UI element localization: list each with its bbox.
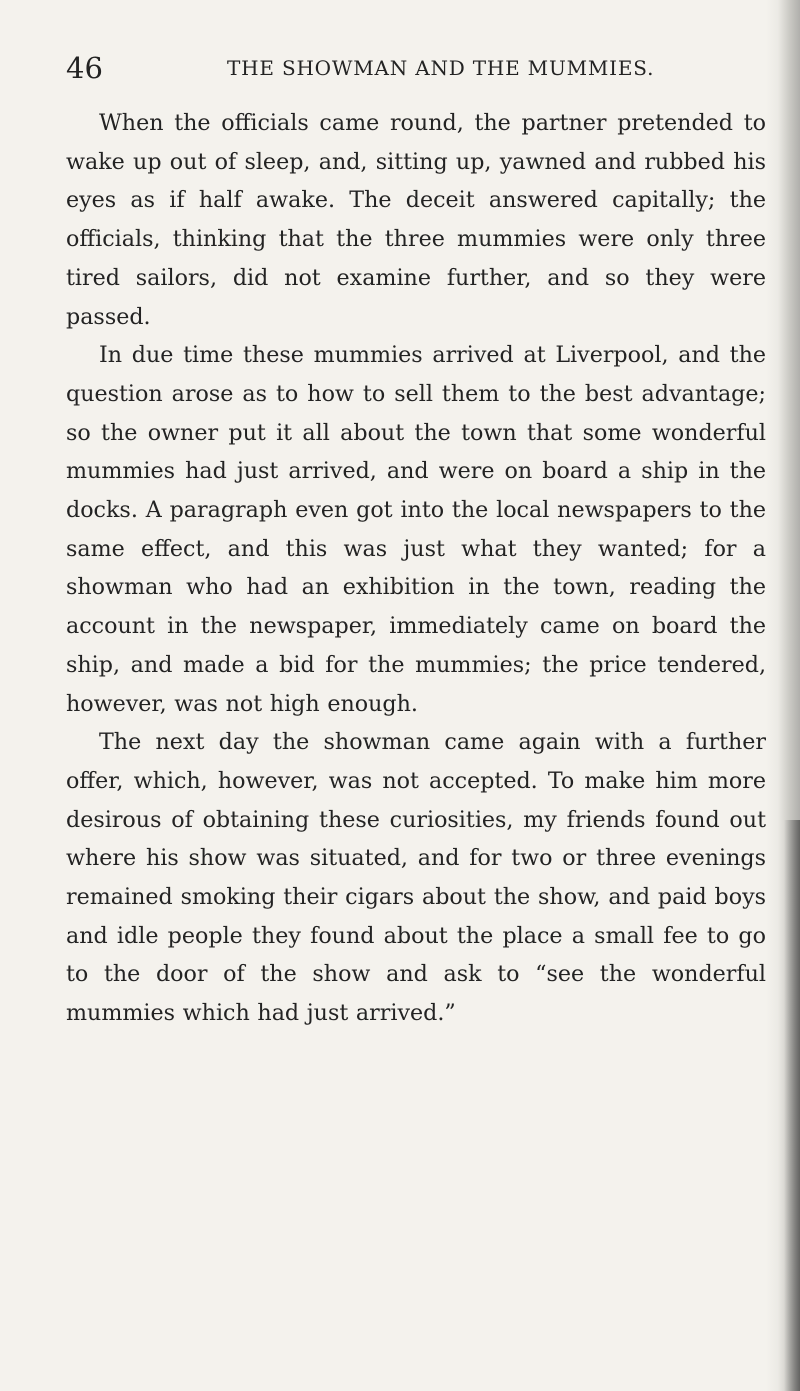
- paragraph: The next day the showman came again with a further offer, which, however, was not accepted. To make him more desirous of obtaining these curiosities, my friends found out where his show was situated, and for two or three evenings remained smoking their cigars about the show, and paid boys and idle people they found about the place a small fee to go to the door of the show and ask to “see the wonderful mummies which had just arrived.”: [66, 729, 766, 1027]
- page-edge-dark: [784, 820, 800, 1391]
- body-text: [66, 104, 766, 1033]
- paragraph: When the officials came round, the partner pretended to wake up out of sleep, and, sitting up, yawned and rubbed his eyes as if half awake. The deceit answered capitally; the officials, thinking that the three mummies were only three tired sailors, did not examine further, and so they were passed.: [66, 110, 766, 330]
- running-head: THE SHOWMAN AND THE MUMMIES.: [227, 56, 655, 80]
- paragraph: In due time these mummies arrived at Liverpool, and the question arose as to how to sell them to the best advantage; so the owner put it all about the town that some wonderful mummies had just arrived, and were on board a ship in the docks. A paragraph even got into the local newspapers to the same effect, and this was just what they wanted; for a showman who had an exhibition in the town, reading the account in the newspaper, immediately came on board the ship, and made a bid for the mummies; the price tendered, however, was not high enough.: [66, 342, 766, 717]
- page-number: 46: [66, 51, 103, 85]
- page-header: [66, 52, 726, 88]
